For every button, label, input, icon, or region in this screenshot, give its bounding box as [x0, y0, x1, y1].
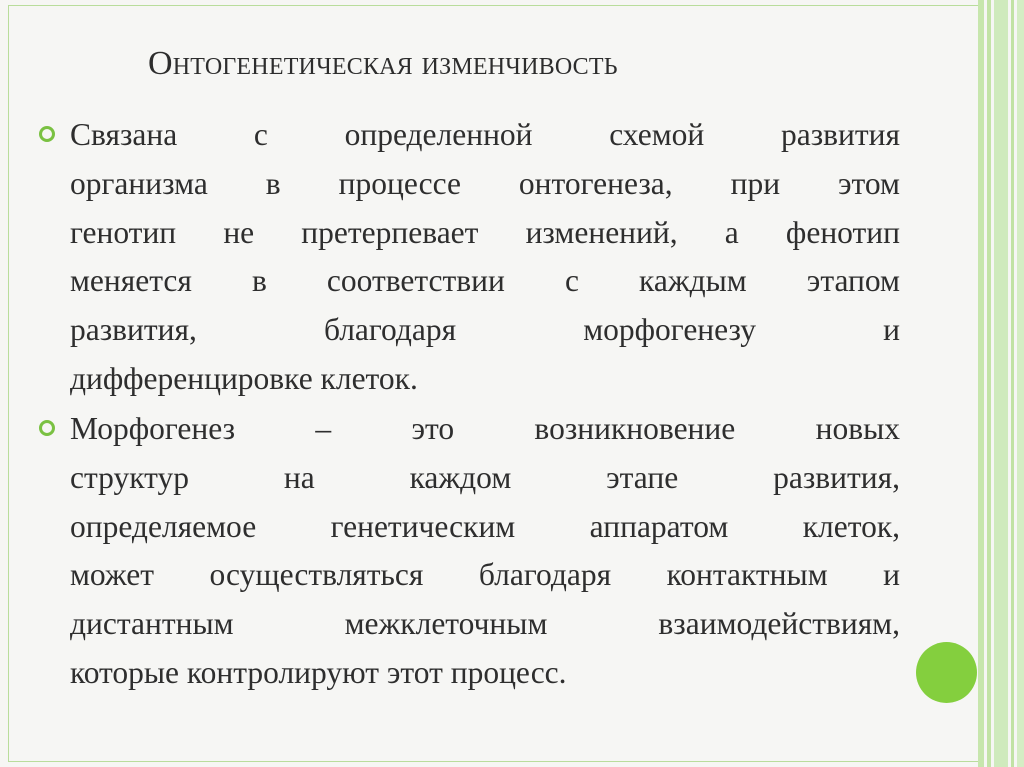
- bullet-line: структур на каждом этапе развития,: [70, 459, 900, 495]
- bullet-line: дистантным межклеточным взаимодействиям,: [70, 606, 900, 642]
- bullet-line: меняется в соответствии с каждым этапом: [70, 263, 900, 299]
- bullet-ring-icon: [39, 420, 55, 436]
- bullet-line: развития, благодаря морфогенезу и: [70, 312, 900, 348]
- decorative-green-circle: [916, 642, 977, 703]
- slide-title: Онтогенетическая изменчивость: [148, 45, 618, 82]
- bullet-line: определяемое генетическим аппаратом клеток,: [70, 508, 900, 544]
- bullet-line: которые контролируют этот процесс.: [70, 654, 567, 690]
- bullet-line: Морфогенез – это возникновение новых: [70, 411, 900, 446]
- decorative-stripes: [978, 0, 1024, 767]
- bullet-item-1: [70, 111, 900, 404]
- bullet-line: дифференцировке клеток.: [70, 360, 418, 396]
- bullet-line: генотип не претерпевает изменений, а фенотип: [70, 214, 900, 250]
- bullet-line: может осуществляться благодаря контактным и: [70, 557, 900, 593]
- bullet-item-2: [70, 405, 900, 698]
- bullet-line: организма в процессе онтогенеза, при этом: [70, 165, 900, 201]
- bullet-ring-icon: [39, 126, 55, 142]
- bullet-line: Связана с определенной схемой развития: [70, 117, 900, 152]
